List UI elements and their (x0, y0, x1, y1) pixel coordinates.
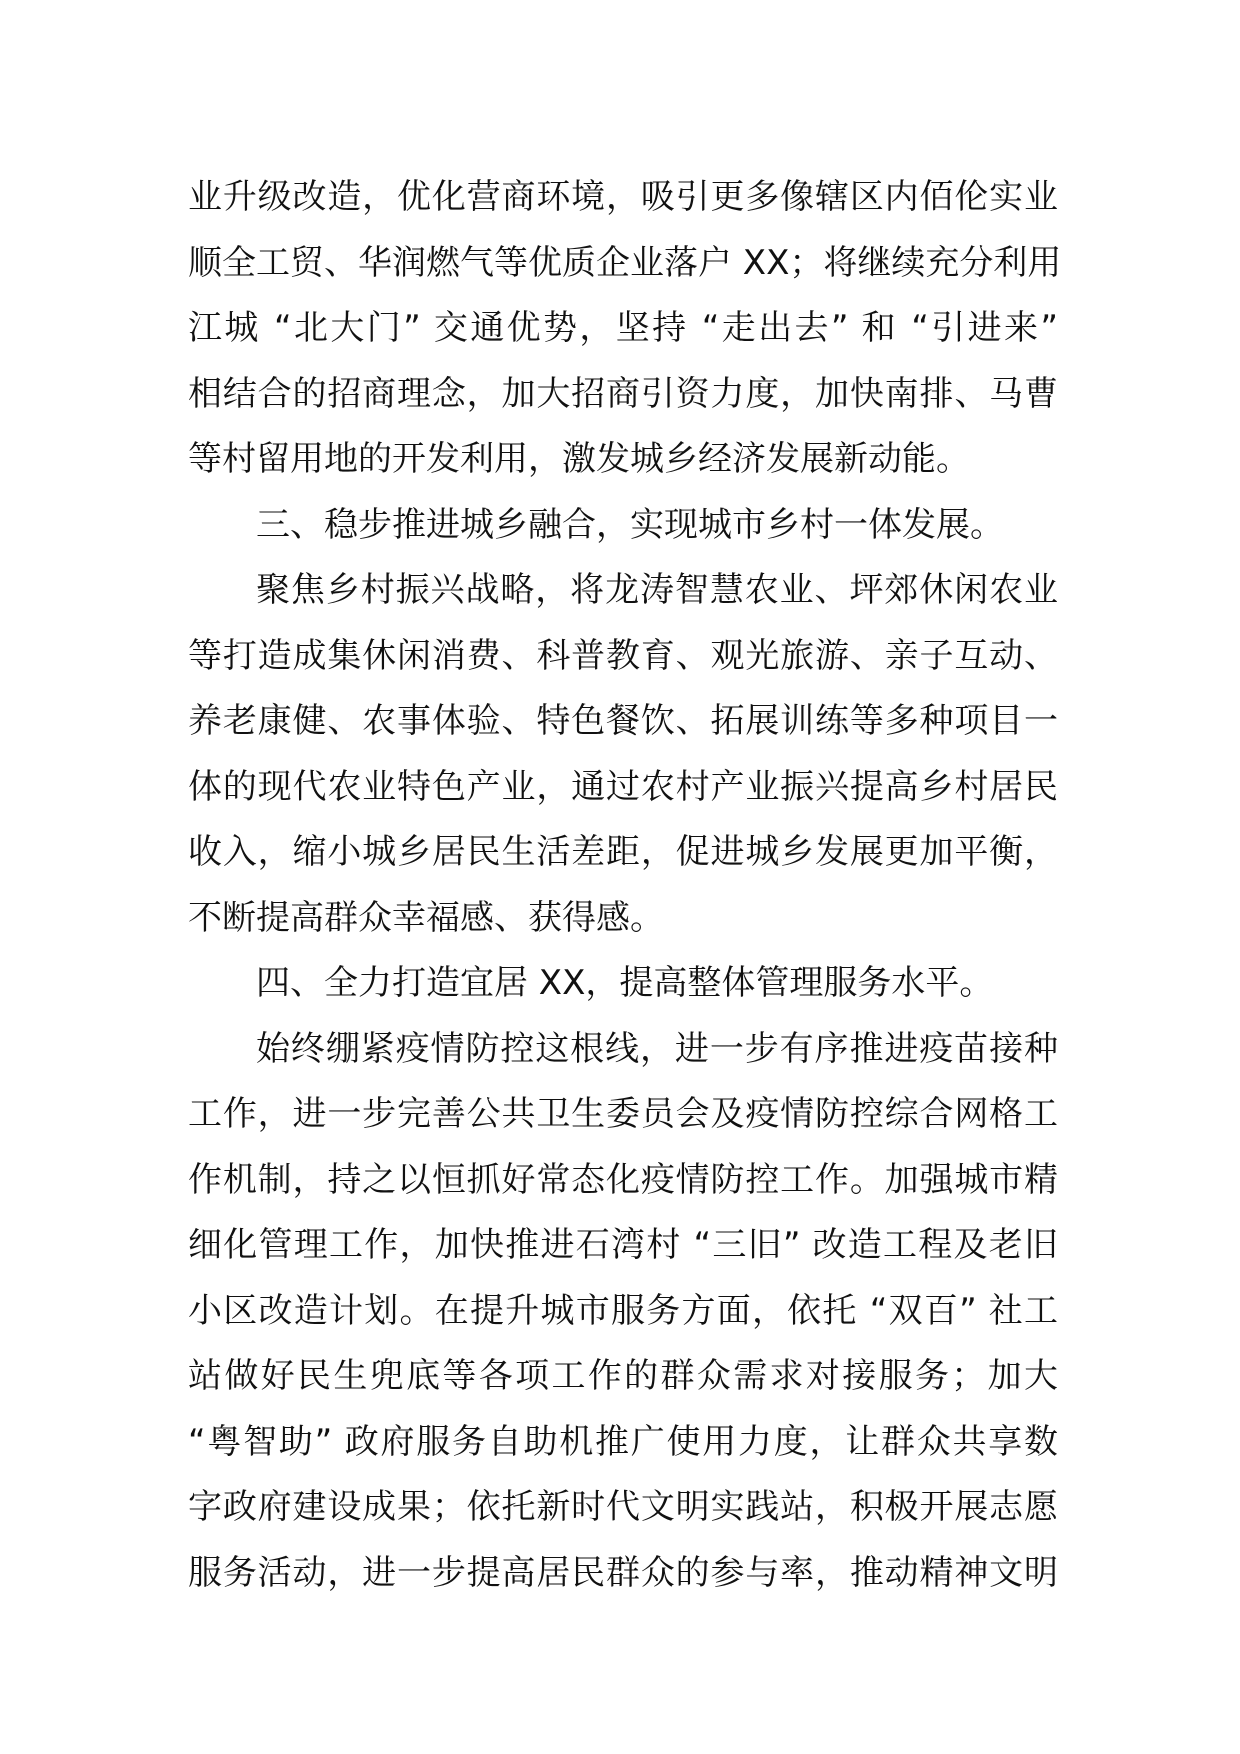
text-line: 顺全工贸、华润燃气等优质企业落户 XX；将继续充分利用 (188, 242, 1062, 283)
text-line: 体的现代农业特色产业，通过农村产业振兴提高乡村居民 (188, 766, 1058, 807)
text-line: 三、稳步推进城乡融合，实现城市乡村一体发展。 (256, 504, 1004, 545)
text-line: 四、全力打造宜居 XX，提高整体管理服务水平。 (256, 963, 994, 1003)
text-line: 等村留用地的开发利用，激发城乡经济发展新动能。 (188, 439, 970, 479)
text-line: 站做好民生兜底等各项工作的群众需求对接服务；加大 (188, 1356, 1058, 1396)
text-line: 等打造成集休闲消费、科普教育、观光旅游、亲子互动、 (188, 635, 1058, 676)
text-line: 小区改造计划。在提升城市服务方面，依托 “双百” 社工 (188, 1290, 1058, 1331)
text-line: 养老康健、农事体验、特色餐饮、拓展训练等多种项目一 (188, 701, 1058, 741)
text-line: 不断提高群众幸福感、获得感。 (188, 897, 664, 938)
text-line: 聚焦乡村振兴战略，将龙涛智慧农业、坪郊休闲农业 (256, 570, 1058, 610)
document-body (188, 165, 1062, 1606)
text-line: 业升级改造，优化营商环境，吸引更多像辖区内佰伦实业 (188, 177, 1058, 217)
text-line: 作机制，持之以恒抓好常态化疫情防控工作。加强城市精 (188, 1159, 1058, 1200)
text-line: 江城 “北大门” 交通优势，坚持 “走出去” 和 “引进来” (188, 308, 1058, 348)
text-line: 字政府建设成果；依托新时代文明实践站，积极开展志愿 (188, 1487, 1058, 1527)
text-line: 工作，进一步完善公共卫生委员会及疫情防控综合网格工 (188, 1094, 1058, 1134)
text-line: 细化管理工作，加快推进石湾村 “三旧” 改造工程及老旧 (188, 1225, 1058, 1265)
text-line: 收入，缩小城乡居民生活差距，促进城乡发展更加平衡， (188, 832, 1058, 872)
text-line: “粤智助” 政府服务自助机推广使用力度，让群众共享数 (188, 1421, 1058, 1462)
text-line: 服务活动，进一步提高居民群众的参与率，推动精神文明 (188, 1552, 1058, 1593)
text-line: 始终绷紧疫情防控这根线，进一步有序推进疫苗接种 (256, 1028, 1058, 1069)
text-line: 相结合的招商理念，加大招商引资力度，加快南排、马曹 (188, 373, 1058, 414)
